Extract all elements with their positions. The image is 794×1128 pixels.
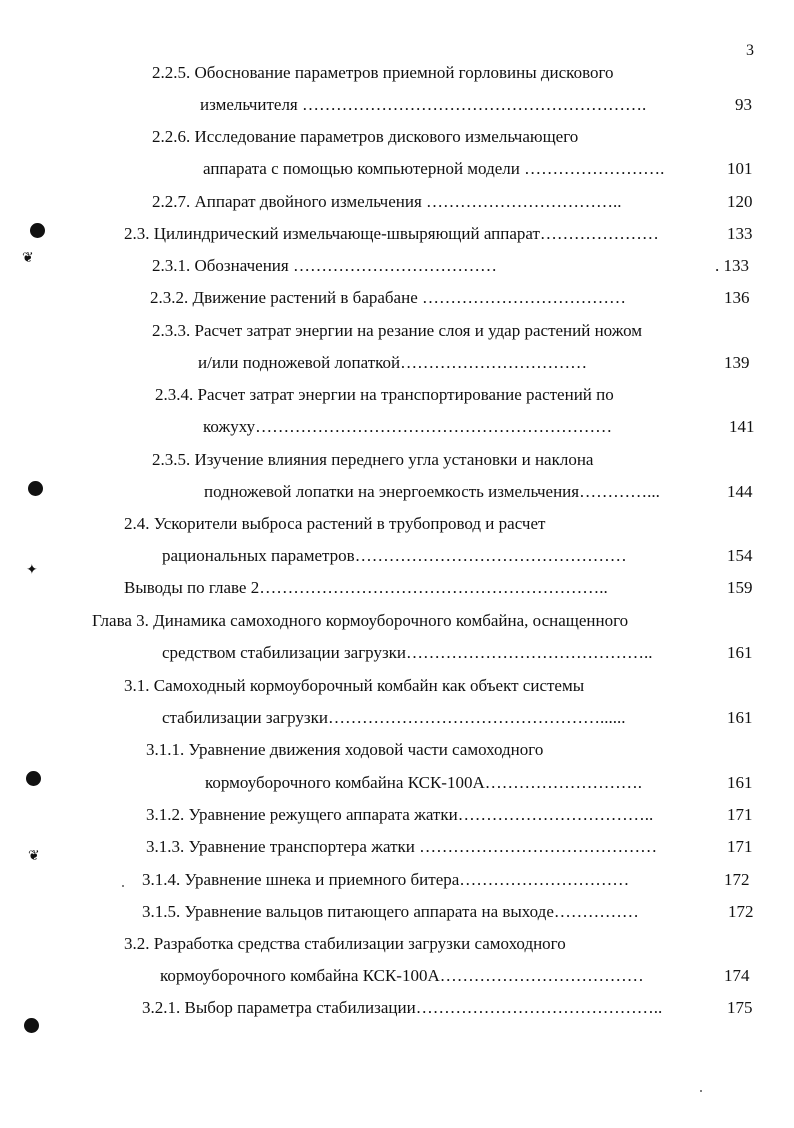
toc-entry-title: 2.3. Цилиндрический измельчающе-швыряющий аппарат………………… [124,224,659,243]
scan-speck [700,1090,702,1092]
toc-entry-page: . 133 [715,256,749,275]
toc-entry-title: 2.3.2. Движение растений в барабане ……………………………… [150,288,626,307]
toc-entry-title-cont: измельчителя ……………………………………………………. [200,95,647,114]
page-number: 3 [746,42,754,59]
toc-entry-page: 144 [727,482,753,501]
scan-speck [122,885,124,887]
toc-entry-page: 171 [727,805,753,824]
toc-entry-title: 2.3.3. Расчет затрат энергии на резание слоя и удар растений ножом [152,321,643,340]
toc-entry-title: 3.1.2. Уравнение режущего аппарата жатки…………………………….. [146,805,654,824]
toc-entry-page: 174 [724,966,750,985]
scan-mark: ✦ [26,563,38,578]
toc-entry-title-cont: кормоуборочного комбайна КСК-100А……………………………… [160,966,644,985]
toc-entry-page: 161 [727,773,753,792]
toc-entry-page: 171 [727,837,753,856]
scan-mark: ❦ [28,849,40,864]
toc-entry-page: 161 [727,643,753,662]
toc-entry-title: 2.2.5. Обоснование параметров приемной горловины дискового [152,63,614,82]
toc-entry-title-cont: и/или подножевой лопаткой…………………………… [198,353,588,372]
toc-entry-title: 2.2.6. Исследование параметров дискового измельчающего [152,127,579,146]
toc-entry-title-cont: средством стабилизации загрузки…………………………………….. [162,643,653,662]
toc-entry-title-cont: кормоуборочного комбайна КСК-100А………………………. [205,773,642,792]
toc-entry-title: 3.1.1. Уравнение движения ходовой части самоходного [146,740,544,759]
toc-entry-title: 2.4. Ускорители выброса растений в трубопровод и расчет [124,514,546,533]
toc-entry-page: 159 [727,578,753,597]
toc-entry-title-cont: стабилизации загрузки…………………………………………...... [162,708,626,727]
toc-entry-title: 2.2.7. Аппарат двойного измельчения …………………………….. [152,192,622,211]
toc-entry-page: 120 [727,192,753,211]
punch-hole [24,1018,39,1033]
toc-entry-page: 172 [724,870,750,889]
toc-entry-title: 3.1. Самоходный кормоуборочный комбайн как объект системы [124,676,585,695]
toc-entry-page: 175 [727,998,753,1017]
toc-entry-page: 139 [724,353,750,372]
toc-entry-title: 2.3.5. Изучение влияния переднего угла установки и наклона [152,450,594,469]
toc-entry-title: 3.1.4. Уравнение шнека и приемного битера………………………… [142,870,630,889]
toc-chapter-title: Глава 3. Динамика самоходного кормоуборочного комбайна, оснащенного [92,611,629,630]
toc-entry-page: 136 [724,288,750,307]
toc-entry-title-cont: аппарата с помощью компьютерной модели ……………………. [203,159,665,178]
toc-entry-title: 2.3.4. Расчет затрат энергии на транспортирование растений по [155,385,614,404]
scan-mark: ❦ [22,251,34,266]
toc-entry-title: 3.1.5. Уравнение вальцов питающего аппарата на выходе…………… [142,902,639,921]
toc-entry-title: 3.2. Разработка средства стабилизации загрузки самоходного [124,934,566,953]
toc-entry-page: 93 [735,95,752,114]
toc-entry-page: 172 [728,902,754,921]
toc-entry-page: 101 [727,159,753,178]
punch-hole [28,481,43,496]
toc-entry-page: 154 [727,546,753,565]
punch-hole [30,223,45,238]
toc-entry-page: 161 [727,708,753,727]
toc-entry-page: 141 [729,417,755,436]
toc-entry-title: 2.3.1. Обозначения ……………………………… [152,256,497,275]
punch-hole [26,771,41,786]
toc-entry-title-cont: кожуху……………………………………………………… [203,417,613,436]
toc-entry-title-cont: рациональных параметров………………………………………… [162,546,627,565]
toc-entry-title: Выводы по главе 2…………………………………………………….. [124,578,608,597]
toc-entry-title: 3.2.1. Выбор параметра стабилизации…………………………………….. [142,998,663,1017]
toc-entry-title-cont: подножевой лопатки на энергоемкость измельчения…………... [204,482,660,501]
toc-entry-title: 3.1.3. Уравнение транспортера жатки …………………………………… [146,837,658,856]
toc-entry-page: 133 [727,224,753,243]
